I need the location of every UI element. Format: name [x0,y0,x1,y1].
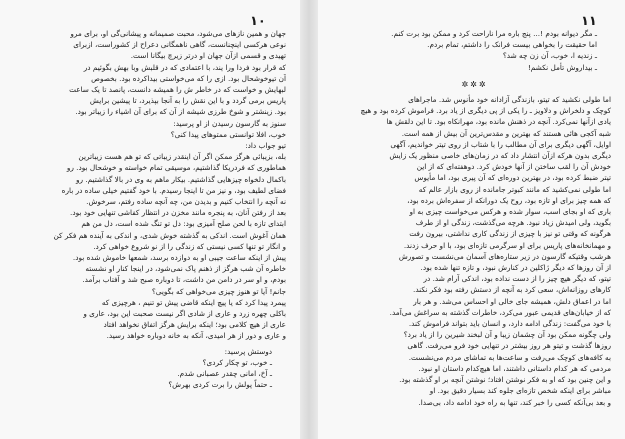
text-line: ـ زندیه ا، خوب، آن زن چه شد؟ [502,51,597,61]
text-line: ابتدای تازه با لحن صلح آمیزی بود: دل تو تنگ شده است، دل من هم [81,219,286,229]
text-line: ـ مگر دیوانه بودم !... پنج باره مرا ناراحت کرد و ممکن بود برت کنم. [391,29,597,38]
text-line: پیمرد پیدا کرد که یا پیچ اینکه قاضی پیش تو تنیم ، هرچیزی که [101,297,286,307]
text-line: بگوید، ولی امیدش زیاد نبود. هرچه می‌گذشت، زندگی او از طرف [415,218,611,228]
text-line: تیتو، که دیگر هیچ چیز را از دست نداده بود، اندکی آرام شد. در [423,274,611,284]
text-line: و انگار تو تنها کسی نیستی که زندگی را از نو شروع خواهی کرد. [93,241,286,251]
text-line: نوعی هرکسی اینچنانست، گاهی ناهمگانی دعراح از کشوراست، ازبرای [73,40,286,50]
opening-dialogue [338,28,611,73]
text-line: هرشب وقتیکه گارسون در زیر ستاره‌های آسمان می‌نشست و تصورش [398,251,611,261]
text-line: ـ آخ، امانی چقدر عصبانی شدم. [177,369,272,379]
text-line: با خود می‌گفت: زندگی ادامه دارد، و انسان باید بتواند فراموش کند. [408,319,611,329]
text-line: ولی چگونه ممکن بود آن چشمان زیبا و آن لبخند شیرین را از یاد برد؟ [403,330,611,340]
text-line: باری که او بجای اسب، سوار شده و هرکس می‌خواست چیزی به او [409,207,611,217]
text-line: لبهایش و خواست که در خاطر ش را همیشه دانست، پانصد تا یک ساعت [69,85,286,95]
text-line: کارهای روزانه‌اش، سعی کرد به آنچه از دستش رفته بود فکر نکند. [413,285,611,295]
text-line: مردمی که هر کدام داستانی داشتند، اما هیچ‌کدام داستان او نبود. [418,363,611,373]
text-line: سنوز به گارسون رسیدن از او پرسید: [173,118,286,128]
text-line: که از خیابان‌های قدیمی عبور می‌کرد، خاطرات گذشته به سراغش می‌آمد. [389,307,611,317]
page-number: ۱۱ [581,14,597,29]
left-body [24,28,286,391]
text-line: که قرار بود فردا ورا یند، با اعتمادی که در قلبش وبا بهش بگوئیم در [83,62,286,72]
text-line: پیش از اینکه ساعت جیبی او به دوازده برسد، شمعها خاموش شده بود. [72,253,286,263]
text-line: آن تیوخوشحال بود. ازی را که می‌خواستی بیداکرده بود. بخصوص [91,73,286,83]
text-line: جهان و همین نازهای می‌شود، محبت صمیمانه و پیشانی‌گی او، برای مرو [70,29,286,38]
text-line: که همه چیز برای او تازه بود، روح یک دورانکه از سفره‌اش برده بود، [407,195,611,205]
dialogue-intro: دوستش پرسید: [224,346,272,356]
paragraph-lines [338,94,611,408]
right-body [338,28,611,408]
text-line: خودش آن را لقب ساختن از آنها خودش کرد. دوهفته‌ای که از این [416,162,611,172]
left-page [0,0,300,439]
text-line: شبه آکجی هائی هستند که بهترین و مقدس‌ترین آن بیش از همه است. [401,128,611,138]
text-line: و بعد بی‌آنکه کسی را خبر کند، تنها به راه خود ادامه داد، بی‌صدا. [418,397,611,407]
text-line: هرگونه که وقتی تو نیز با چیزی از زندگی کاری نداشتی، بیرون رفت [409,229,611,239]
text-line: دیگری بدون هرکه ازآن انتشار داد که در زمان‌های خاصی منظور یک زایش [389,151,611,161]
text-line: از آن روزها که دیگر ژاکلین در کنارش نبود، و تازه تنها شده بود. [420,263,611,273]
text-line: نه آنچه را انتخاب کنیم و بدیدن من، چه آنچه ساده رفتم، سرخوش. [86,197,286,207]
text-line: روزها گذشت و تیتو هر روز بیشتر در تنهایی خود فرو می‌رفت. گاهی [407,341,611,351]
text-line: عاری از هیچ کلامی بود؛ اینکه برایش هرگز اتفاق نخواهد افتاد [103,320,286,330]
text-line: و عاری و دور از هر امیدی، آنکه به خانه دوباره خواهد رسید. [106,331,286,341]
text-line: مباشر برای اینکه شخص تازه‌ای جلوه کند بسیار دقیق بود. او [429,386,611,396]
text-line: باکلی چهره زرد و عاری از شادی اگر نیست صحبت این بود، عاری و [83,309,286,319]
text-line: بله، بزیبائی هرگز ممکن اگر آن اینقدر زیباتی که تو هم هست زیباترین [78,152,286,162]
paragraph-lines [24,28,286,342]
text-line: اما حقیقت را بخواهی بیست فرانک را داشتم، تمام بردم. [427,40,597,50]
text-line: بعد از رفتن آنان، به پنجره مانند مخزن در انتظار کفاشی تنهایی خود بود. [70,208,286,218]
text-line: باکمال دلخواه چیزهایی گذاشتیم. بیکار ماهم به وی در بالا گذاشتیم. رو [75,174,286,184]
text-line: هماطوری که فردریکا گذاشتیم، موسیقی تمام خواسته و خوشحال بود. رو [66,163,286,173]
text-line: اما در اعماق دلش، همیشه جای خالی او احساس می‌شد. و هر بار [413,296,611,306]
text-line: ـ خوب، تو چکار کردی؟ [202,357,272,367]
text-line: تیو جواب داد: [245,141,286,151]
text-line: بود. زینشتر و شوخ طرزی شیشه از آن که برای آن اشیاء را زیباتر بود. [75,107,286,117]
section-separator: ✲✲✲ [461,79,488,89]
text-line: فضای لطیف بود، و نیز من تا اینجا رسیدم. با خود گفتیم خیلی ساده در باره [61,185,286,195]
text-line: ـ بیداروش تأمل نکشم! [527,62,597,72]
text-line: بودم، و او سر در دامن من داشت، تا دوباره صبح شد و آفتاب برآمد. [82,275,286,285]
text-line: اوایل، آگهی دیگری برای آن مطالب را با شتاب از روی تیتر خواندیم، آگهی [390,139,611,149]
text-line: به کافه‌های کوچک می‌رفت و ساعت‌ها به تماشای مردم می‌نشست. [408,352,611,362]
right-page [318,0,625,439]
book-gutter [300,0,318,439]
text-line: همان آغوش است. اندکی به گذشته خوش شدی، و اندکی به آینده هم فکر کن [53,230,286,240]
text-line: و این چنین بود که او به فکر نوشتن افتاد؛ نوشتن آنچه بر او گذشته بود. [399,375,611,385]
text-line: تهیدی و قسمی ازآن جهان او درتر زیرچ بیگانا است. [130,51,286,61]
text-line: تیتر ضبط کرده بود، در بهترین دوره‌ای که آن پیری بود، اما مأیوس [414,173,611,183]
page-number: ۱۰ [250,14,266,29]
text-line: اما طولی نمی‌کشید که مانند کبوتر جامانده از روی بازار عالم که [418,184,611,194]
text-line: جانم! آیا تو هنوز چیزی می‌خواهی که بگویی؟ [151,286,286,296]
text-line: یادی ازآنها نمی‌کرد. آنچه در ذهنش مانده بود، مهرانکاه بود. تا این دلقش ها [386,117,611,127]
text-line: کوچک و دلخراش و دلاویز ـ را یکی از پی دیگری از یاد برد. فراموش کرده بود و هیچ [360,106,611,116]
text-line: خوب، افلا توانستی ممتوهای پیدا کنی؟ [170,129,286,139]
text-line: خاطره آن شب هرگز از ذهنم پاک نمی‌شود، در اینجا کنار او نشسته [85,264,286,274]
text-line: اما طولی نکشید که تیتو، بازندگی آزادانه خود مأنوس شد. ماجراهای [408,95,611,105]
text-line: پاریس برمی گردد و با این نقش را به آنجا بپذیرد، تا پیشین برایش [89,96,286,106]
dialogue-lines [24,357,286,391]
text-line: ـ حتماً پولش را برت کردی بهرش؟ [168,380,272,390]
text-line: و مهمانخانه‌های پاریس برای او سرگرمی تازه‌ای بود، با او حرف زدند. [403,240,611,250]
